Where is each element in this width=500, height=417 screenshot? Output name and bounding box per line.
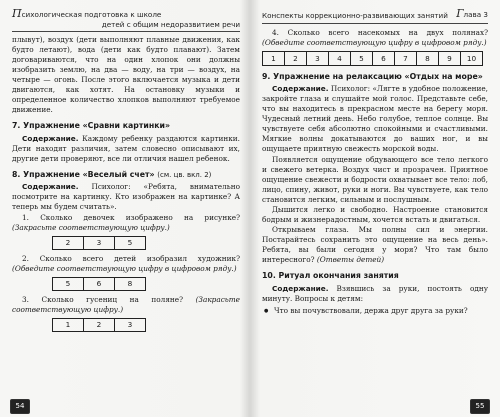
number-cell: 2 (84, 318, 115, 331)
number-cell: 2 (285, 51, 307, 65)
exercise-8-text: Содержание. Психолог: «Ребята, внимательно посмотрите на картинку. Кто изображен на картинке? А теперь мы будем считать». (12, 182, 240, 212)
number-cell: 10 (461, 51, 483, 65)
number-cell: 3 (307, 51, 329, 65)
exercise-9-title: 9. Упражнение на релаксацию «Отдых на море» (262, 71, 483, 81)
question-1: 1. Сколько девочек изображено на рисунке? (Закрасьте соответствующую цифру.) (12, 212, 240, 232)
exercise-7-text: Содержание. Каждому ребенку раздаются картинки. Дети находят различия, затем словесно описывают их, другие дети проверяют, все ли отличия нашел ребенок. (12, 133, 240, 163)
intro-paragraph: плывут), воздух (дети выполняют плавные движения, как будто летают), вода (дети как будто плавают). Затем договариваются, что на один хлопок они должны изобразить землю, на два — воду, на три — воздух, на четыре — огонь. После этого включается музыка и дети двигаются, как хотят. На остановку музыки и определенное количество хлопков выполняют требуемое движение. (12, 34, 240, 115)
number-cell: 7 (395, 51, 417, 65)
number-cell: 3 (115, 318, 146, 331)
page-number-left: 54 (10, 399, 30, 414)
number-cell: 4 (329, 51, 351, 65)
number-cell: 5 (351, 51, 373, 65)
number-cell: 1 (263, 51, 285, 65)
number-cell: 8 (115, 277, 146, 290)
number-row-2 (52, 277, 146, 291)
exercise-10-title: 10. Ритуал окончания занятия (262, 271, 399, 281)
number-cell: 6 (373, 51, 395, 65)
header-line-1: сихологическая подготовка к школе (21, 10, 162, 19)
header-section-title: Конспекты коррекционно-развивающих занятий (262, 11, 448, 21)
right-page (250, 0, 500, 417)
number-cell: 3 (84, 236, 115, 249)
number-cell: 1 (53, 318, 84, 331)
number-cell: 5 (53, 277, 84, 290)
number-row-4 (262, 51, 483, 66)
page-number-right: 55 (470, 399, 490, 414)
header-drop-cap: П (12, 7, 22, 20)
number-cell: 9 (439, 51, 461, 65)
right-running-header (262, 8, 488, 24)
question-4: 4. Сколько всего насекомых на двух полянах? (Обведите соответствующую цифру в цифровом ряду.) (262, 27, 488, 47)
exercise-9-paragraph-3: Дышится легко и свободно. Настроение становится бодрым и жизнерадостным, хочется встать и двигаться. (262, 204, 488, 224)
number-cell: 5 (115, 236, 146, 249)
number-cell: 8 (417, 51, 439, 65)
list-item: ● Что вы почувствовали, держа друг друга за руки? (274, 306, 488, 316)
number-cell: 6 (84, 277, 115, 290)
header-chapter: Глава 3 (456, 7, 488, 20)
left-running-header (12, 8, 240, 32)
header-line-2: детей с общим недоразвитием речи (101, 19, 240, 29)
exercise-10-text: Содержание. Взявшись за руки, постоять одну минуту. Вопросы к детям: (262, 283, 488, 303)
question-3: 3. Сколько гусениц на поляне? (Закрасьте соответствующую цифру.) (12, 294, 240, 314)
question-2: 2. Сколько всего детей изобразил художник? (Обведите соответствующую цифру в цифровом ряду.) (12, 253, 240, 273)
exercise-8-title: 8. Упражнение «Веселый счет» (см. цв. вкл. 2) (12, 169, 212, 179)
exercise-9-text: Содержание. Психолог: «Лягте в удобное положение, закройте глаза и слушайте мой голос. Представьте себе, что вы находитесь в прекрасном месте на берегу моря. Чудесный летний день. Небо голубое, теплое солнце. Вы чувствуете себя абсолютно спокойными и счастливыми. Мягкие волны докатываются до ваших ног, и вы ощущаете приятную свежесть морской воды. (262, 84, 488, 154)
exercise-9-paragraph-4: Открываем глаза. Мы полны сил и энергии. Постарайтесь сохранить это ощущение на весь день». Ребята, вы были сегодня у моря? Что там было интересного? (Ответы детей) (262, 224, 488, 265)
number-cell: 2 (53, 236, 84, 249)
exercise-9-paragraph-2: Появляется ощущение обдувающего все тело легкого и свежего ветерка. Воздух чист и прозрачен. Приятное ощущение свежести и бодрости охватывает все тело: лоб, лицо, спину, живот, руки и ноги. Вы чувствуете, как тело становится легким, сильным и послушным. (262, 154, 488, 204)
question-list (262, 306, 488, 316)
exercise-7-title: 7. Упражнение «Сравни картинки» (12, 121, 171, 131)
number-row-1 (52, 236, 146, 250)
number-row-3 (52, 318, 146, 332)
